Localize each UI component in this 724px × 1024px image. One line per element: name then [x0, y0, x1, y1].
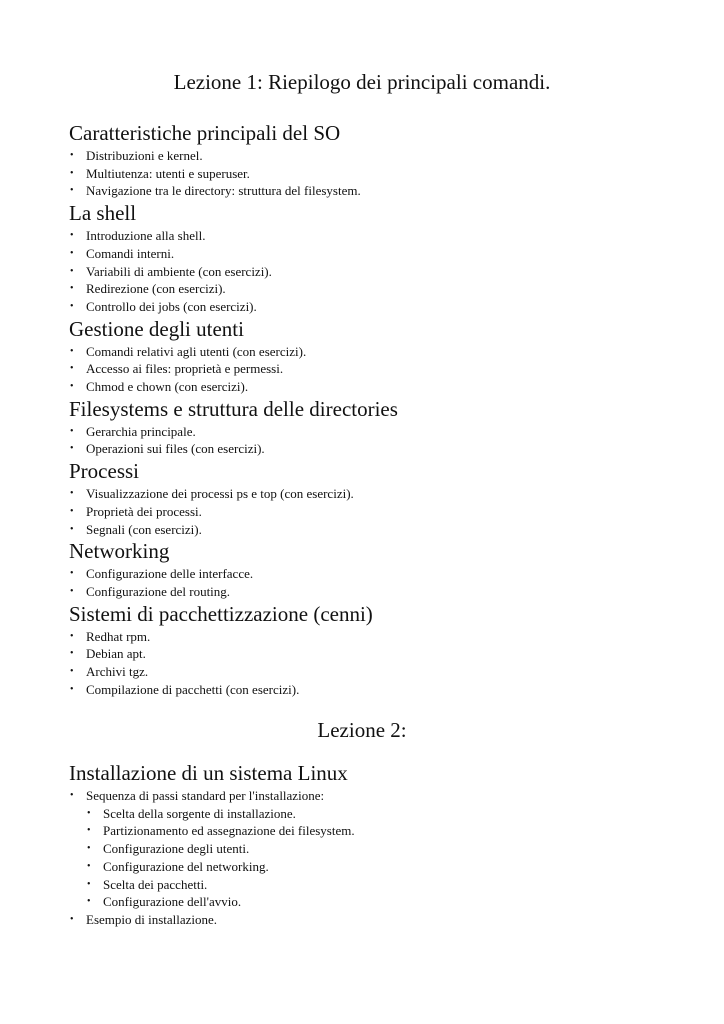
section-list — [69, 628, 709, 699]
section-title: La shell — [69, 201, 137, 226]
lesson1-title: Lezione 1: Riepilogo dei principali comandi. — [173, 70, 551, 94]
list-item: • Visualizzazione dei processi ps e top (con esercizi). — [69, 485, 709, 503]
section-title: Filesystems e struttura delle directories — [69, 396, 398, 421]
list-item: • Comandi relativi agli utenti (con esercizi). — [69, 343, 709, 361]
list-item: • Debian apt. — [69, 645, 709, 663]
list-item: • Multiutenza: utenti e superuser. — [69, 165, 709, 183]
list-item: • Accesso ai files: proprietà e permessi. — [69, 360, 709, 378]
list-item: • Esempio di installazione. — [69, 911, 709, 929]
lesson2-title: Lezione 2: — [317, 718, 407, 742]
list-item: • Redhat rpm. — [69, 628, 709, 646]
section-list — [69, 565, 709, 600]
list-item — [69, 787, 709, 911]
list-item: • Configurazione del routing. — [69, 583, 709, 601]
list-item-text: Sequenza di passi standard per l'installazione: — [86, 788, 325, 803]
list-item: • Configurazione delle interfacce. — [69, 565, 709, 583]
sub-list — [86, 805, 709, 911]
list-item: • Controllo dei jobs (con esercizi). — [69, 298, 709, 316]
section-list — [69, 485, 709, 538]
section-list — [69, 423, 709, 458]
sub-list-item: • Scelta della sorgente di installazione. — [86, 805, 709, 823]
list-item: • Archivi tgz. — [69, 663, 709, 681]
sub-list-item: • Scelta dei pacchetti. — [86, 876, 709, 894]
sub-list-item: • Partizionamento ed assegnazione dei filesystem. — [86, 822, 709, 840]
list-item: • Introduzione alla shell. — [69, 227, 709, 245]
section-title: Gestione degli utenti — [69, 316, 244, 341]
section-list — [69, 227, 709, 316]
list-item: • Chmod e chown (con esercizi). — [69, 378, 709, 396]
section-title: Caratteristiche principali del SO — [69, 121, 341, 145]
list-item: • Segnali (con esercizi). — [69, 521, 709, 539]
sub-list-item: • Configurazione degli utenti. — [86, 840, 709, 858]
sub-list-item: • Configurazione del networking. — [86, 858, 709, 876]
sub-list-item: • Configurazione dell'avvio. — [86, 893, 709, 911]
section-list — [69, 787, 709, 929]
section-title: Sistemi di pacchettizzazione (cenni) — [69, 601, 373, 626]
list-item: • Gerarchia principale. — [69, 423, 709, 441]
list-item: • Comandi interni. — [69, 245, 709, 263]
section-title: Installazione di un sistema Linux — [69, 761, 348, 785]
section-title: Networking — [69, 539, 170, 564]
section-title: Processi — [69, 459, 139, 484]
section-list — [69, 343, 709, 396]
list-item: • Navigazione tra le directory: struttura del filesystem. — [69, 182, 709, 200]
list-item: • Redirezione (con esercizi). — [69, 280, 709, 298]
section-list — [69, 147, 709, 200]
lesson1-sections — [69, 120, 709, 698]
lesson2-sections — [69, 760, 709, 929]
list-item: • Compilazione di pacchetti (con esercizi). — [69, 681, 709, 699]
list-item: • Operazioni sui files (con esercizi). — [69, 440, 709, 458]
list-item: • Variabili di ambiente (con esercizi). — [69, 263, 709, 281]
list-item: • Proprietà dei processi. — [69, 503, 709, 521]
list-item: • Distribuzioni e kernel. — [69, 147, 709, 165]
